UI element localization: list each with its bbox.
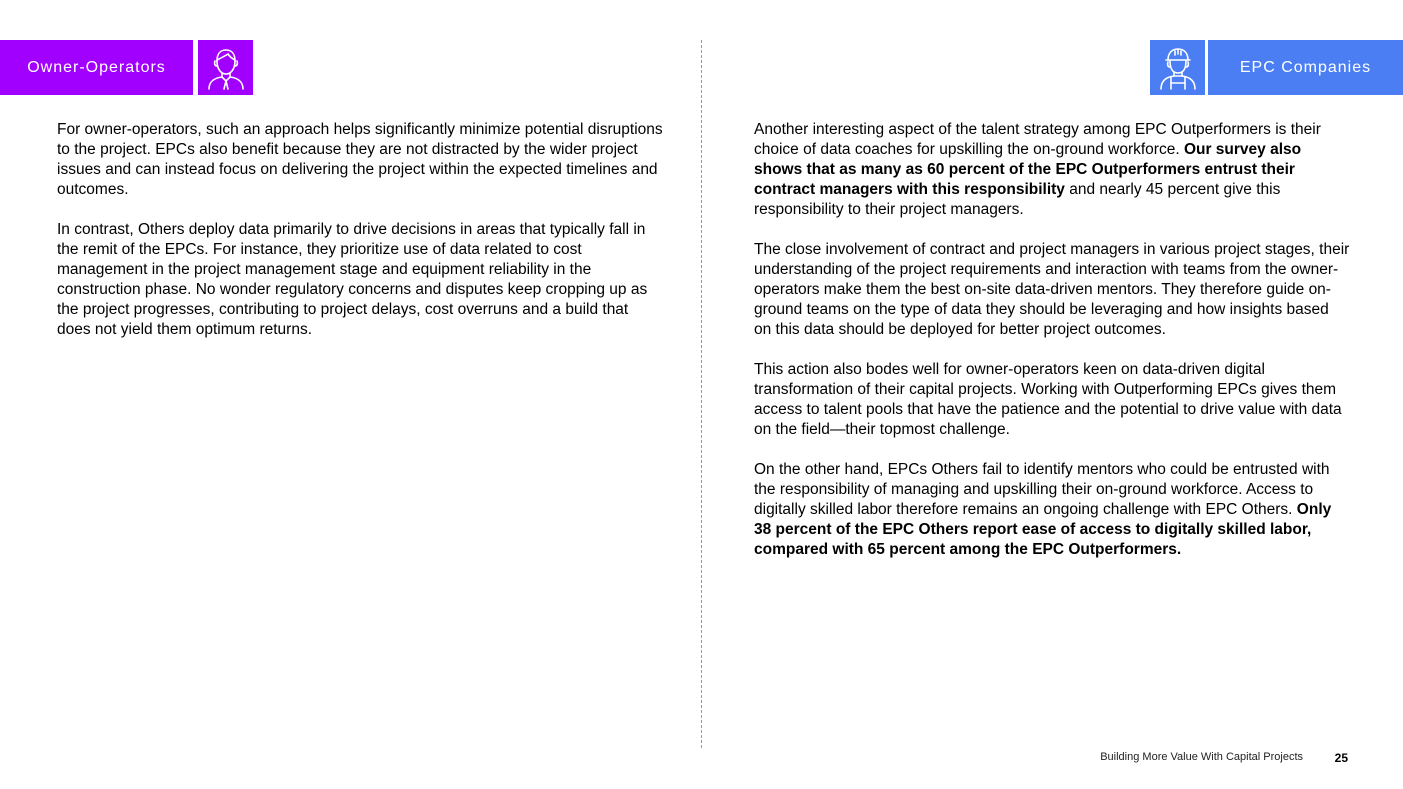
epc-icon-box (1150, 40, 1205, 95)
epc-companies-label: EPC Companies (1239, 58, 1372, 76)
owner-operators-tag (0, 40, 193, 95)
right-paragraph-1-text-a: Another interesting aspect of the talent strategy among EPC Outperformers is their choice of data coaches for upskilling the on-ground workforce. (754, 121, 1321, 158)
left-paragraph-2: In contrast, Others deploy data primarily to drive decisions in areas that typically fall in the remit of the EPCs. For instance, they prioritize use of data related to cost management in the project management stage and equipment reliability in the construction phase. No wonder regulatory concerns and disputes keep cropping up as the project progresses, contributing to project delays, cost overruns and a build that does not yield them optimum returns. (57, 221, 648, 338)
right-paragraph-2: The close involvement of contract and project managers in various project stages, their understanding of the project requirements and interaction with teams from the owner-operators make them the best on-site data-driven mentors. They therefore guide on-ground teams on the type of data they should be leveraging and how insights based on this data should be deployed for better project outcomes. (754, 241, 1350, 338)
column-divider (701, 40, 702, 748)
worker-hardhat-icon (1155, 45, 1201, 91)
right-column (754, 120, 1350, 580)
right-paragraph-1-highlight: Our survey also shows that as many as 60 percent of the EPC Outperformers entrust their contract managers with this responsibility (754, 141, 1302, 198)
right-paragraph-4-highlight: Only 38 percent of the EPC Others report ease of access to digitally skilled labor, compared with 65 percent among the EPC Outperformers. (754, 501, 1332, 558)
right-paragraph-1 (754, 120, 1350, 220)
left-column (57, 120, 663, 360)
right-paragraph-4-text-a: On the other hand, EPCs Others fail to identify mentors who could be entrusted with the responsibility of managing and upskilling their on-ground workforce. Access to digitally skilled labor therefore remains an ongoing challenge with EPC Others. (754, 461, 1330, 518)
left-paragraph-1: For owner-operators, such an approach helps significantly minimize potential disruptions to the project. EPCs also benefit because they are not distracted by the wider project issues and can instead focus on delivering the project within the expected timelines and outcomes. (57, 121, 663, 198)
person-icon (203, 45, 249, 91)
page-number: 25 (1334, 751, 1348, 765)
owner-operators-label: Owner-Operators (27, 58, 166, 76)
right-paragraph-3: This action also bodes well for owner-operators keen on data-driven digital transformation of their capital projects. Working with Outperforming EPCs gives them access to talent pools that have the patience and the potential to drive value with data on the field—their topmost challenge. (754, 361, 1342, 438)
owner-operators-icon-box (198, 40, 253, 95)
epc-companies-tag (1208, 40, 1403, 95)
footer-title: Building More Value With Capital Projects (1100, 751, 1303, 763)
right-paragraph-4 (754, 460, 1350, 560)
right-paragraph-1-text-c: and nearly 45 percent give this responsibility to their project managers. (754, 181, 1281, 218)
